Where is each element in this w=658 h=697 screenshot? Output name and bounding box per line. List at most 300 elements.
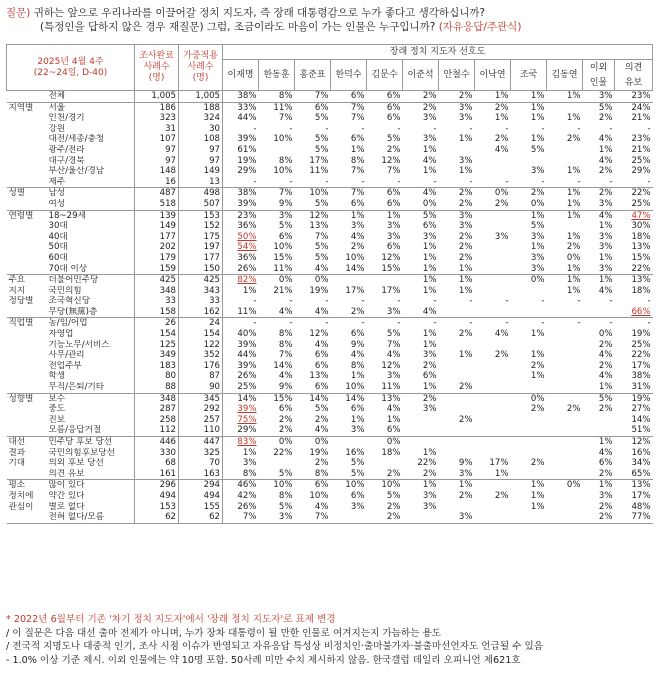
value-cell: 7% — [350, 113, 365, 124]
table-row — [7, 502, 653, 513]
value-cell — [583, 307, 615, 318]
group-label: 지지 — [8, 285, 26, 296]
value-cell: 2% — [458, 490, 473, 501]
value-cell: 1% — [458, 166, 473, 177]
value-cell: 29% — [223, 425, 259, 436]
count-complete: 487 — [135, 188, 179, 199]
value-cell: - — [615, 318, 653, 329]
value-cell: 39% — [223, 134, 259, 145]
table-row — [7, 480, 653, 491]
count-weighted: 325 — [179, 448, 223, 459]
value-cell: 6% — [598, 458, 613, 469]
value-cell: 10% — [309, 490, 329, 501]
value-cell: 34% — [631, 458, 651, 469]
value-cell: 48% — [631, 501, 651, 512]
value-cell: 2% — [458, 252, 473, 263]
count-weighted: 150 — [179, 264, 223, 275]
value-cell: 1% — [403, 275, 439, 286]
value-cell — [439, 393, 475, 404]
value-cell: 1% — [566, 198, 581, 209]
count-complete: 80 — [135, 371, 179, 382]
value-cell — [547, 448, 583, 459]
table-row — [7, 232, 653, 243]
value-cell: 4% — [494, 144, 509, 155]
table-row — [7, 458, 653, 469]
row-label: 70대 이상 — [48, 263, 88, 274]
value-cell: 1% — [566, 285, 581, 296]
table-row — [7, 491, 653, 502]
value-cell: 3% — [598, 490, 613, 501]
value-cell: 0% — [422, 198, 437, 209]
value-cell: 1% — [598, 382, 613, 393]
value-cell: 0% — [530, 198, 545, 209]
value-cell: 25% — [631, 155, 651, 166]
value-cell: 7% — [278, 350, 293, 361]
value-cell: - — [397, 176, 401, 187]
value-cell: 17% — [631, 360, 651, 371]
highlighted-value: 83% — [237, 437, 257, 447]
table-row — [7, 371, 653, 382]
value-cell: 19% — [309, 447, 329, 458]
count-complete: 518 — [135, 199, 179, 210]
value-cell — [439, 340, 475, 351]
value-cell: 61% — [223, 145, 259, 156]
value-cell — [475, 340, 511, 351]
value-cell: 2% — [598, 113, 613, 124]
count-weighted: 97 — [179, 156, 223, 167]
count-weighted: 188 — [179, 102, 223, 113]
group-label: 평소 — [7, 480, 47, 491]
group-label: 직업별 — [7, 318, 47, 329]
value-cell: 13% — [309, 221, 329, 232]
value-cell — [615, 307, 653, 318]
value-cell: 2% — [494, 198, 509, 209]
table-row — [7, 404, 653, 415]
table-row — [7, 242, 653, 253]
value-cell: 17% — [631, 490, 651, 501]
value-cell: 1% — [547, 275, 583, 286]
value-cell: 2% — [386, 144, 401, 155]
value-cell: 7% — [223, 512, 259, 523]
value-cell: 7% — [331, 102, 367, 113]
row-label: 60대 — [48, 252, 68, 263]
count-complete: 125 — [135, 340, 179, 351]
value-cell: 1% — [530, 501, 545, 512]
value-cell: - — [469, 176, 473, 187]
value-cell: 1% — [422, 382, 437, 393]
value-cell: 2% — [314, 414, 329, 425]
value-cell: - — [469, 123, 473, 134]
group-label — [7, 264, 47, 275]
value-cell: 25% — [631, 339, 651, 350]
count-weighted: 24 — [179, 318, 223, 329]
count-weighted: 153 — [179, 210, 223, 221]
value-cell: 3% — [259, 210, 295, 221]
value-cell — [511, 512, 547, 523]
value-cell: 38% — [223, 188, 259, 199]
row-label: 중도 — [48, 404, 66, 415]
group-label — [7, 382, 47, 393]
count-complete: 97 — [135, 145, 179, 156]
value-cell: 1% — [566, 113, 581, 124]
value-cell: 3% — [386, 306, 401, 317]
value-cell: 3% — [530, 252, 545, 263]
value-cell — [259, 458, 295, 469]
candidate-header: 이낙연 — [475, 60, 511, 91]
value-cell: 1% — [583, 437, 615, 448]
value-cell: 1% — [422, 329, 437, 340]
value-cell: 2% — [583, 188, 615, 199]
value-cell — [475, 361, 511, 372]
value-cell: 15% — [631, 252, 651, 263]
value-cell: 2% — [475, 102, 511, 113]
table-row — [7, 448, 653, 459]
value-cell: 1% — [530, 329, 545, 340]
value-cell: 0% — [295, 275, 331, 286]
table-row — [7, 350, 653, 361]
value-cell: 1% — [547, 91, 583, 103]
candidate-header: 안철수 — [439, 60, 475, 91]
value-cell: 2% — [350, 242, 365, 253]
count-complete: 177 — [135, 232, 179, 243]
count-complete: 1,005 — [135, 91, 179, 103]
value-cell: - — [223, 124, 259, 135]
value-cell: 0% — [259, 275, 295, 286]
value-cell: 2% — [439, 91, 475, 103]
value-cell: 7% — [295, 91, 331, 103]
value-cell: 4% — [598, 155, 613, 166]
value-cell: 1% — [530, 113, 545, 124]
value-cell: 5% — [583, 102, 615, 113]
value-cell — [475, 286, 511, 297]
value-cell: 29% — [631, 166, 651, 177]
value-cell — [511, 307, 547, 318]
value-cell: 12% — [381, 360, 401, 371]
value-cell — [475, 415, 511, 426]
value-cell: 4% — [350, 231, 365, 242]
value-cell — [475, 437, 511, 448]
value-cell: 11% — [259, 102, 295, 113]
value-cell: 3% — [439, 102, 475, 113]
value-cell — [547, 340, 583, 351]
value-cell: 10% — [273, 242, 293, 253]
value-cell: 3% — [422, 404, 437, 415]
value-cell: 6% — [331, 91, 367, 103]
value-cell: - — [403, 318, 439, 329]
value-cell — [403, 437, 439, 448]
value-cell: 8% — [314, 468, 329, 479]
value-cell: 3% — [350, 221, 365, 232]
value-cell: 6% — [314, 360, 329, 371]
row-label: 무직/은퇴/기타 — [48, 382, 105, 393]
value-cell: 5% — [278, 468, 293, 479]
count-weighted: 149 — [179, 166, 223, 177]
table-row — [7, 199, 653, 210]
row-label: 진보 — [48, 414, 66, 425]
value-cell — [475, 393, 511, 404]
value-cell: 3% — [386, 371, 401, 382]
group-label — [7, 404, 47, 415]
value-cell: 4% — [386, 404, 401, 415]
value-cell: 26% — [223, 264, 259, 275]
group-label — [7, 415, 47, 426]
value-cell: 2% — [439, 188, 475, 199]
value-cell: 5% — [350, 468, 365, 479]
count-complete: 183 — [135, 361, 179, 372]
row-label: 제주 — [48, 176, 66, 187]
value-cell: 1% — [598, 144, 613, 155]
candidate-header: 조국 — [511, 60, 547, 91]
value-cell: 1% — [566, 231, 581, 242]
value-cell: 2% — [422, 360, 437, 371]
value-cell: 3% — [350, 425, 365, 436]
value-cell: 8% — [350, 360, 365, 371]
count-weighted: 292 — [179, 404, 223, 415]
footnote-2: / 이 질문은 다음 대선 출마 전제가 아니며, 누가 장차 대통령이 될 만한 인물로 여겨지는지 가늠하는 용도 — [6, 627, 442, 639]
value-cell: 4% — [598, 350, 613, 361]
table-row — [7, 264, 653, 275]
value-cell: 4% — [314, 306, 329, 317]
value-cell — [475, 242, 511, 253]
highlighted-value: 54% — [237, 242, 257, 253]
value-cell: 2% — [458, 242, 473, 253]
value-cell: 1% — [350, 371, 365, 382]
value-cell: - — [325, 296, 329, 307]
count-complete: 330 — [135, 448, 179, 459]
value-cell: 2% — [511, 188, 547, 199]
value-cell: 6% — [422, 371, 437, 382]
value-cell: 1% — [583, 480, 615, 491]
value-cell: 0% — [511, 393, 547, 404]
value-cell: - — [583, 318, 615, 329]
value-cell: 2% — [386, 501, 401, 512]
table-row — [7, 286, 653, 297]
row-label: 광주/전라 — [48, 144, 85, 155]
row-label: 자영업 — [48, 329, 74, 340]
value-cell: 3% — [386, 231, 401, 242]
value-cell: 0% — [367, 437, 403, 448]
count-weighted: 324 — [179, 113, 223, 124]
value-cell: 5% — [403, 210, 439, 221]
value-cell — [547, 415, 583, 426]
group-label — [7, 350, 47, 361]
value-cell: 2% — [458, 231, 473, 242]
value-cell — [403, 415, 439, 426]
count-weighted: 110 — [179, 425, 223, 436]
group-header: 장래 정치 지도자 선호도 — [223, 45, 653, 60]
value-cell: 7% — [259, 188, 295, 199]
value-cell — [403, 512, 439, 523]
value-cell: 15% — [273, 252, 293, 263]
value-cell — [511, 425, 547, 436]
group-label: 정당별 — [8, 296, 34, 307]
value-cell: 44% — [223, 113, 259, 124]
row-label: 여성 — [48, 198, 66, 209]
value-cell: - — [361, 296, 365, 307]
value-cell: 2% — [530, 404, 545, 415]
value-cell — [511, 448, 547, 459]
candidate-header: 한동훈 — [259, 60, 295, 91]
value-cell: - — [511, 318, 547, 329]
value-cell: 2% — [598, 166, 613, 177]
value-cell: 1% — [530, 371, 545, 382]
value-cell — [223, 404, 259, 415]
value-cell: 4% — [598, 447, 613, 458]
group-label — [7, 512, 47, 523]
value-cell: 27% — [631, 404, 651, 415]
value-cell: 5% — [314, 144, 329, 155]
value-cell — [439, 371, 475, 382]
table-row — [7, 340, 653, 351]
value-cell: - — [325, 176, 329, 187]
value-cell: 22% — [631, 350, 651, 361]
value-cell: 8% — [278, 329, 293, 340]
value-cell: 19% — [631, 329, 651, 340]
value-cell: 10% — [259, 480, 295, 491]
question-line-2 — [6, 20, 652, 34]
row-label: 40대 — [48, 231, 68, 242]
group-label — [7, 371, 47, 382]
value-cell: 13% — [367, 393, 403, 404]
table-row — [7, 210, 653, 221]
count-weighted: 345 — [179, 393, 223, 404]
count-weighted: 33 — [179, 296, 223, 307]
count-weighted: 87 — [179, 371, 223, 382]
count-weighted: 90 — [179, 382, 223, 393]
value-cell: 8% — [259, 91, 295, 103]
row-label: 보수 — [47, 393, 135, 404]
count-complete: 296 — [135, 480, 179, 491]
group-label: 정치에 — [8, 490, 34, 501]
value-cell: 14% — [631, 414, 651, 425]
count-complete: 348 — [135, 393, 179, 404]
value-cell: - — [397, 123, 401, 134]
count-weighted: 122 — [179, 340, 223, 351]
value-cell: 0% — [511, 275, 547, 286]
value-cell — [223, 275, 259, 286]
value-cell: 8% — [350, 155, 365, 166]
value-cell: - — [223, 318, 259, 329]
value-cell: 2% — [403, 102, 439, 113]
value-cell: 12% — [381, 155, 401, 166]
count-weighted: 343 — [179, 286, 223, 297]
count-weighted: 294 — [179, 480, 223, 491]
group-label — [7, 134, 47, 145]
value-cell: - — [367, 318, 403, 329]
value-cell — [547, 145, 583, 156]
value-cell: 1% — [422, 242, 437, 253]
value-cell: 6% — [367, 188, 403, 199]
value-cell: - — [541, 296, 545, 307]
group-label — [7, 156, 47, 167]
count-complete: 16 — [135, 177, 179, 188]
row-label: 더불어민주당 — [47, 275, 135, 286]
count-complete: 154 — [135, 329, 179, 340]
value-cell: 0% — [295, 437, 331, 448]
value-cell: 1% — [530, 134, 545, 145]
row-label: 무당(無黨)층 — [48, 306, 98, 317]
value-cell: 4% — [314, 501, 329, 512]
count-weighted: 176 — [179, 361, 223, 372]
value-cell: 2% — [494, 490, 509, 501]
value-cell: 38% — [631, 371, 651, 382]
value-cell: 3% — [530, 166, 545, 177]
value-cell: 23% — [223, 210, 259, 221]
value-cell — [547, 393, 583, 404]
count-complete: 159 — [135, 264, 179, 275]
value-cell — [403, 425, 439, 436]
value-cell: 3% — [439, 210, 475, 221]
value-cell — [511, 156, 547, 167]
value-cell: 2% — [530, 458, 545, 469]
value-cell: 3% — [422, 134, 437, 145]
value-cell: 42% — [223, 491, 259, 502]
value-cell: 2% — [458, 198, 473, 209]
value-cell: 18% — [631, 285, 651, 296]
value-cell: 12% — [309, 329, 329, 340]
value-cell: 4% — [350, 350, 365, 361]
count-complete: 425 — [135, 275, 179, 286]
value-cell: 0% — [547, 480, 583, 491]
group-label: 결과 — [8, 447, 26, 458]
highlighted-value: 50% — [237, 231, 257, 242]
value-cell: 1% — [511, 102, 547, 113]
value-cell: - — [433, 123, 437, 134]
row-label: 50대 — [48, 242, 68, 253]
col-weighted: 가중적용 사례수 (명) — [179, 45, 223, 91]
value-cell: 22% — [417, 458, 437, 469]
value-cell: 10% — [273, 166, 293, 177]
value-cell: 14% — [331, 393, 367, 404]
value-cell: 4% — [598, 371, 613, 382]
group-label — [7, 145, 47, 156]
value-cell: 0% — [259, 437, 295, 448]
group-label: 성별 — [7, 188, 47, 199]
value-cell: 1% — [511, 480, 547, 491]
value-cell: - — [647, 123, 651, 134]
value-cell: 39% — [223, 199, 259, 210]
question-followup: (특정인을 답하지 않은 경우 재질문) 그럼, 조금이라도 마음이 가는 인물은 누구입니까? — [40, 21, 436, 33]
group-label — [7, 469, 47, 480]
value-cell — [547, 458, 583, 469]
value-cell: 17% — [489, 458, 509, 469]
value-cell: 3% — [583, 91, 615, 103]
value-cell — [439, 448, 475, 459]
value-cell: - — [505, 296, 509, 307]
count-weighted: 62 — [179, 512, 223, 523]
group-label: 주요 — [7, 275, 47, 286]
value-cell: 4% — [422, 155, 437, 166]
count-complete: 158 — [135, 307, 179, 318]
value-cell: 8% — [278, 339, 293, 350]
value-cell: 13% — [309, 371, 329, 382]
value-cell: - — [433, 296, 437, 307]
value-cell: - — [361, 123, 365, 134]
count-complete: 107 — [135, 134, 179, 145]
count-complete: 31 — [135, 124, 179, 135]
group-label: 성향별 — [7, 393, 47, 404]
row-label: 모름/응답거절 — [48, 425, 102, 436]
value-cell: 2% — [386, 468, 401, 479]
value-cell: - — [505, 176, 509, 187]
value-cell: 6% — [386, 113, 401, 124]
group-label: 연령별 — [7, 210, 47, 221]
value-cell — [511, 469, 547, 480]
value-cell: 6% — [386, 198, 401, 209]
count-complete: 161 — [135, 469, 179, 480]
value-cell: 6% — [367, 91, 403, 103]
value-cell: 3% — [530, 263, 545, 274]
